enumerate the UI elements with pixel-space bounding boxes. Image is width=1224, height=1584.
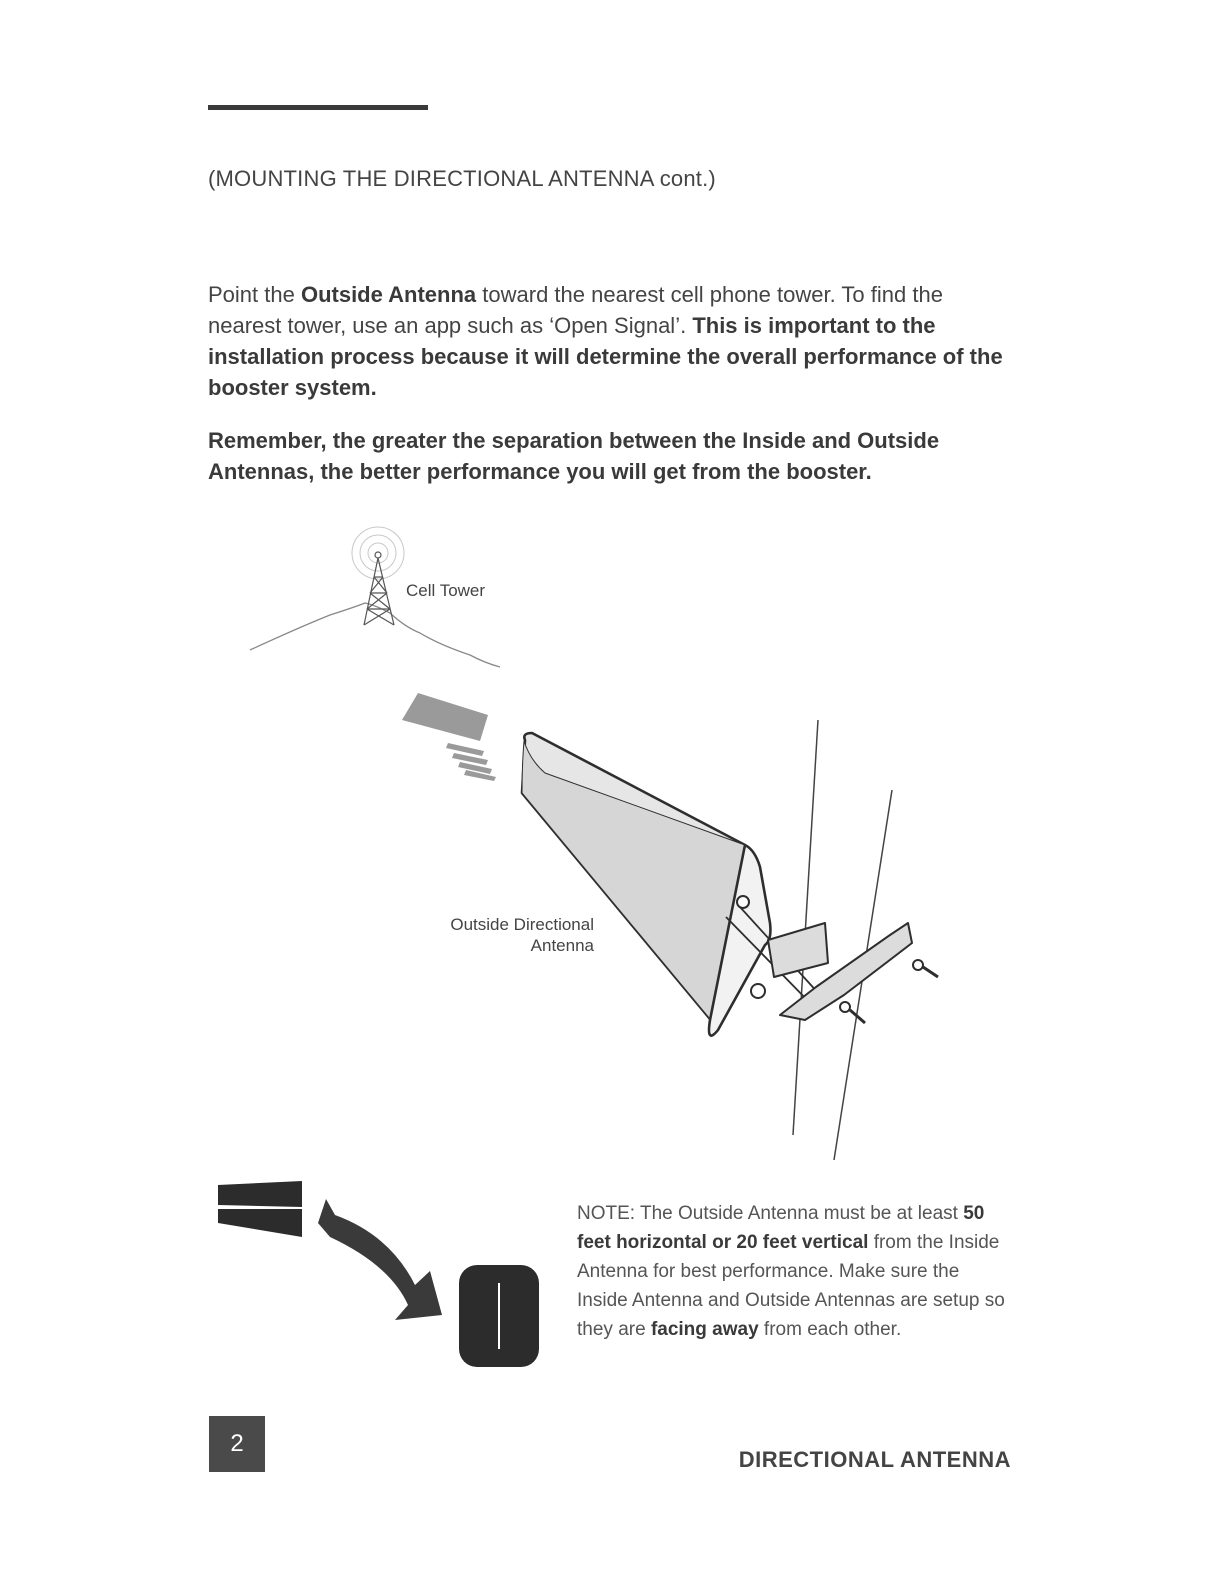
cell-tower-icon xyxy=(364,552,394,625)
directional-antenna-illustration xyxy=(522,733,938,1036)
separation-note: NOTE: The Outside Antenna must be at least 50 feet horizontal or 20 feet vertical from the Inside Antenna for best performance. Make sure the Inside Antenna and Outside Antennas are setup so they are facing away from each other. xyxy=(577,1203,1005,1340)
outside-antenna-icon xyxy=(218,1181,302,1237)
section-subtitle: (MOUNTING THE DIRECTIONAL ANTENNA cont.) xyxy=(208,166,716,191)
outside-antenna-label: Outside Directional Antenna xyxy=(450,915,594,955)
separation-reminder: Remember, the greater the separation between the Inside and Outside Antennas, the better performance you will get from the booster. xyxy=(208,428,940,484)
direction-arrow-icon xyxy=(402,693,496,781)
instruction-paragraph: Point the Outside Antenna toward the nearest cell phone tower. To find the nearest tower, use an app such as ‘Open Signal’. This is important to the installation process because it will determine the overall performance of the booster system. xyxy=(208,282,1003,400)
page-number: 2 xyxy=(209,1416,265,1472)
cell-tower-label: Cell Tower xyxy=(406,581,486,600)
antenna-separation-icon xyxy=(210,1175,550,1375)
hill-illustration xyxy=(250,603,500,667)
antenna-mounting-diagram xyxy=(240,515,960,1175)
curved-arrow-icon xyxy=(318,1199,442,1320)
signal-waves-icon xyxy=(352,527,404,579)
inside-antenna-icon xyxy=(459,1265,539,1367)
header-rule xyxy=(208,105,428,110)
footer-section-title: DIRECTIONAL ANTENNA xyxy=(738,1447,1011,1472)
